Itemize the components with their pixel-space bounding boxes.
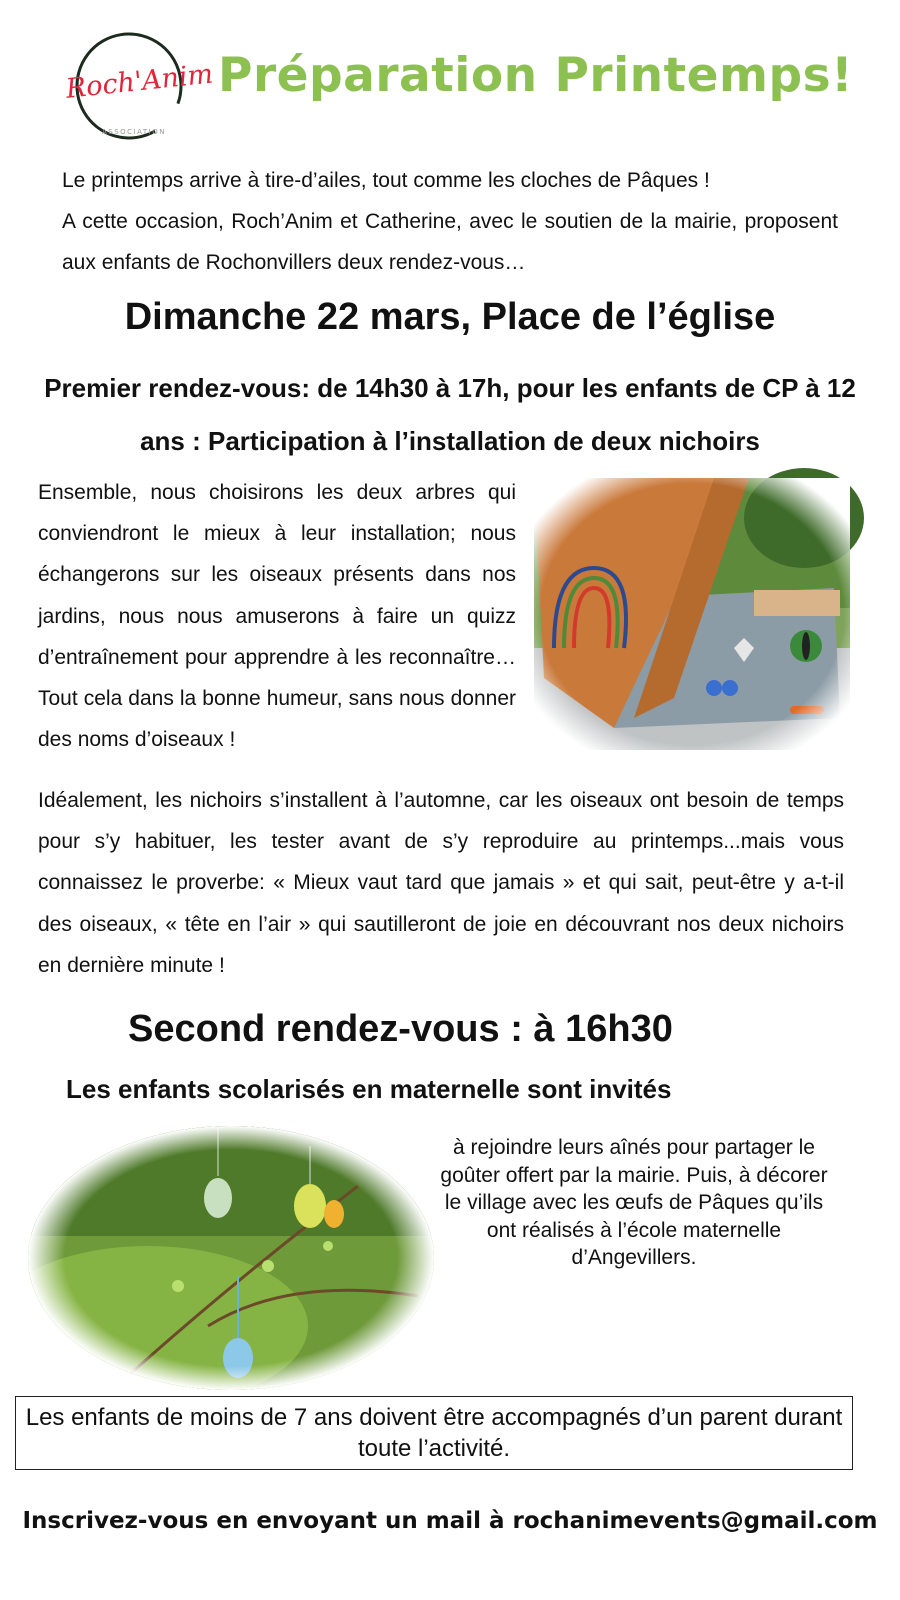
logo-sub-text: ASSOCIATION [102,128,166,136]
rochanim-logo [62,30,215,140]
first-rendezvous-heading: Premier rendez-vous: de 14h30 à 17h, pour les enfants de CP à 12 ans : Participation à l’installation de deux nichoirs [44,373,856,456]
signup-line: Inscrivez-vous en envoyant un mail à rochanimevents@gmail.com [22,1508,878,1534]
gouter-paragraph: à rejoindre leurs aînés pour partager le goûter offert par la mairie. Puis, à décorer le village avec les œufs de Pâques qu’ils ont réalisés à l’école maternelle d’Angevillers. [440,1136,828,1269]
logo-brand-text: Roch'Anim [64,58,215,105]
maternelle-heading: Les enfants scolarisés en maternelle sont invités [66,1074,672,1104]
intro-line-2: A cette occasion, Roch’Anim et Catherine, avec le soutien de la mairie, proposent aux enfants de Rochonvillers deux rendez-vous… [62,210,838,274]
nichoir-paragraph: Ensemble, nous choisirons les deux arbres qui conviendront le mieux à leur installation; nous échangerons sur les oiseaux présents dans nos jardins, nous nous amuserons à faire un quizz d’entraînement pour apprendre à les reconnaître… Tout cela dans la bonne humeur, sans nous donner des noms d’oiseaux ! [38,481,516,752]
page-title: Préparation Printemps! [218,48,854,103]
second-rendezvous-heading: Second rendez-vous : à 16h30 [128,1008,673,1050]
notice-text: Les enfants de moins de 7 ans doivent être accompagnés d’un parent durant toute l’activité. [25,1404,843,1462]
date-heading: Dimanche 22 mars, Place de l’église [124,296,776,338]
autumn-paragraph: Idéalement, les nichoirs s’installent à l’automne, car les oiseaux ont besoin de temps pour s’y habituer, les tester avant de s’y reproduire au printemps...mais vous connaissez le proverbe: « Mieux vaut tard que jamais » et qui sait, peut-être y a-t-il des oiseaux, « tête en l’air » qui sautilleront de joie en découvrant nos deux nichoirs en dernière minute ! [38,789,844,977]
easter-eggs-photo [28,1126,434,1390]
nichoir-photo [534,478,850,750]
intro-text [62,160,838,283]
intro-line-1: Le printemps arrive à tire-d’ailes, tout comme les cloches de Pâques ! [62,169,710,192]
notice-box [15,1396,853,1470]
